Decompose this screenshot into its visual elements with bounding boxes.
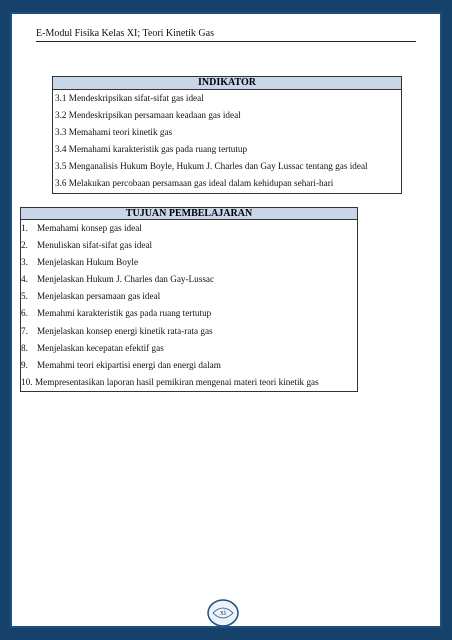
page-sheet [12, 14, 440, 626]
page-number-badge [205, 598, 241, 628]
document-header-title: E-Modul Fisika Kelas XI; Teori Kinetik Gas [36, 28, 214, 39]
tujuan-item-number: 2. [21, 240, 28, 251]
indikator-item: 3.4 Memahami karakteristik gas pada ruang tertutup [55, 144, 248, 155]
tujuan-item-number: 3. [21, 257, 28, 268]
tujuan-heading: TUJUAN PEMBELAJARAN [21, 208, 357, 220]
header-divider [36, 41, 416, 42]
tujuan-item [21, 288, 357, 305]
tujuan-item-text: Memahmi karakteristik gas pada ruang tertutup [37, 308, 212, 319]
tujuan-item-number: 6. [21, 308, 28, 319]
tujuan-item [21, 340, 357, 357]
tujuan-item [21, 357, 357, 374]
indikator-item: 3.6 Melakukan percobaan persamaan gas ideal dalam kehidupan sehari-hari [55, 178, 334, 189]
indikator-heading: INDIKATOR [53, 77, 401, 90]
tujuan-item-text: Menjelaskan Hukum J. Charles dan Gay-Lussac [37, 274, 215, 285]
tujuan-item-text: Menjelaskan kecepatan efektif gas [37, 342, 164, 353]
tujuan-item-text: Menjelaskan Hukum Boyle [37, 257, 139, 268]
tujuan-item-number: 5. [21, 291, 28, 302]
tujuan-item-number: 4. [21, 274, 28, 285]
tujuan-item-number: 8. [21, 342, 28, 353]
tujuan-item-text: Memahmi teori ekipartisi energi dan energi dalam [37, 359, 221, 370]
tujuan-item [21, 305, 357, 322]
tujuan-item-number: 10. [21, 376, 33, 387]
indikator-item: 3.3 Memahami teori kinetik gas [55, 127, 173, 138]
tujuan-item-number: 7. [21, 325, 28, 336]
tujuan-item-number: 1. [21, 223, 28, 233]
page-number: xi [219, 608, 227, 617]
tujuan-item [21, 237, 357, 254]
indikator-item: 3.5 Menganalisis Hukum Boyle, Hukum J. Charles dan Gay Lussac tentang gas ideal [55, 161, 368, 172]
tujuan-item [21, 271, 357, 288]
tujuan-item-text: Mempresentasikan laporan hasil pemikiran mengenai materi teori kinetik gas [35, 376, 319, 387]
indikator-item: 3.2 Mendeskripsikan persamaan keadaan gas ideal [55, 110, 241, 121]
indikator-table [52, 76, 402, 194]
tujuan-item [21, 220, 357, 237]
tujuan-item-text: Menjelaskan konsep energi kinetik rata-rata gas [37, 325, 213, 336]
tujuan-item [21, 323, 357, 340]
indikator-item: 3.1 Mendeskripsikan sifat-sifat gas ideal [55, 93, 204, 103]
tujuan-pembelajaran-table [20, 207, 358, 392]
tujuan-item [21, 254, 357, 271]
tujuan-item [21, 374, 357, 391]
tujuan-item-text: Memahami konsep gas ideal [37, 223, 142, 233]
tujuan-item-number: 9. [21, 359, 28, 370]
tujuan-item-text: Menjelaskan persamaan gas ideal [37, 291, 161, 302]
tujuan-item-text: Menuliskan sifat-sifat gas ideal [37, 240, 153, 251]
